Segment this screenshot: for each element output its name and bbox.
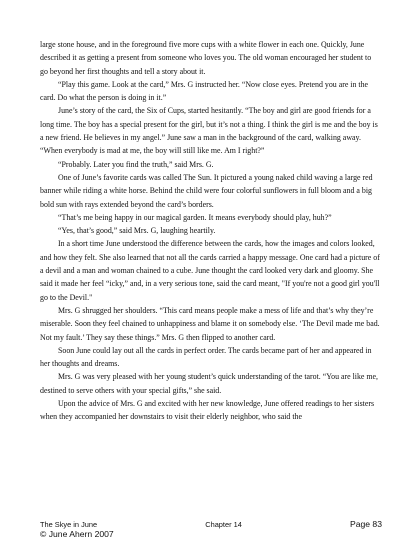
paragraph: large stone house, and in the foreground five more cups with a white flower in each one. Quickly, June described it as getting a present from someone who loves you. The old woman encouraged her student to go beyond her first thoughts and tell a story about it.	[40, 40, 372, 76]
paragraph: Upon the advice of Mrs. G and excited with her new knowledge, June offered readings to her sisters when they accompanied her downstairs to visit their elderly neighbor, who said the	[40, 399, 375, 422]
paragraph: In a short time June understood the difference between the cards, how the images and colors looked, and how they felt. She also learned that not all the cards carried a happy message. One card had a picture of a devil and a man and woman chained to a cube. June thought the card looked very dark and gloomy. She said it made her feel “icky,” and, in a very serious tone, said the card meant, "If you're not a good girl you'll go to the Devil."	[40, 239, 380, 302]
paragraph: “Yes, that’s good,” said Mrs. G, laughing heartily.	[58, 226, 216, 236]
paragraph: One of June’s favorite cards was called The Sun. It pictured a young naked child waving a large red banner while riding a white horse. Behind the child were four colorful sunflowers in full bloom and a big bold sun with rays extended beyond the card’s borders.	[40, 172, 373, 209]
paragraph: “Play this game. Look at the card,” Mrs. G instructed her. “Now close eyes. Pretend you are in the card. Do what the person is doing in it.”	[40, 79, 369, 103]
book-title: The Skye in June	[40, 520, 98, 529]
copyright-notice: © June Ahern 2007	[40, 529, 114, 539]
footer-row	[40, 520, 382, 529]
paragraph: Mrs. G shrugged her shoulders. “This card means people make a mess of life and that’s why they’re miserable. Soon they feel chained to unhappiness and blame it on somebody else. ‘The Devil made me bad. Not my fault.’ They say these things.” Mrs. G then flipped to another card.	[40, 305, 380, 342]
body-text	[40, 38, 380, 424]
paragraph: Mrs. G was very pleased with her young student’s quick understanding of the tarot. “You are like me, destined to serve others with your special gifts,” she said.	[40, 372, 379, 395]
paragraph: “Probably. Later you find the truth,” said Mrs. G.	[58, 159, 214, 169]
chapter-label: Chapter 14	[205, 520, 242, 529]
paragraph: Soon June could lay out all the cards in perfect order. The cards became part of her and appeared in her thoughts and dreams.	[40, 345, 372, 369]
page-footer	[40, 520, 382, 539]
paragraph: “That’s me being happy in our magical garden. It means everybody should play, huh?”	[58, 212, 332, 222]
page-number: Page 83	[349, 519, 382, 529]
paragraph: June’s story of the card, the Six of Cups, started hesitantly. “The boy and girl are good friends for a long time. The boy has a special present for the girl, but it’s not a thing. I think the girl is me and the boy is a new friend. He believes in my angel.” June saw a man in the background of the card, walking away. “When everybody is mad at me, the boy will still like me. Am I right?”	[40, 106, 378, 156]
